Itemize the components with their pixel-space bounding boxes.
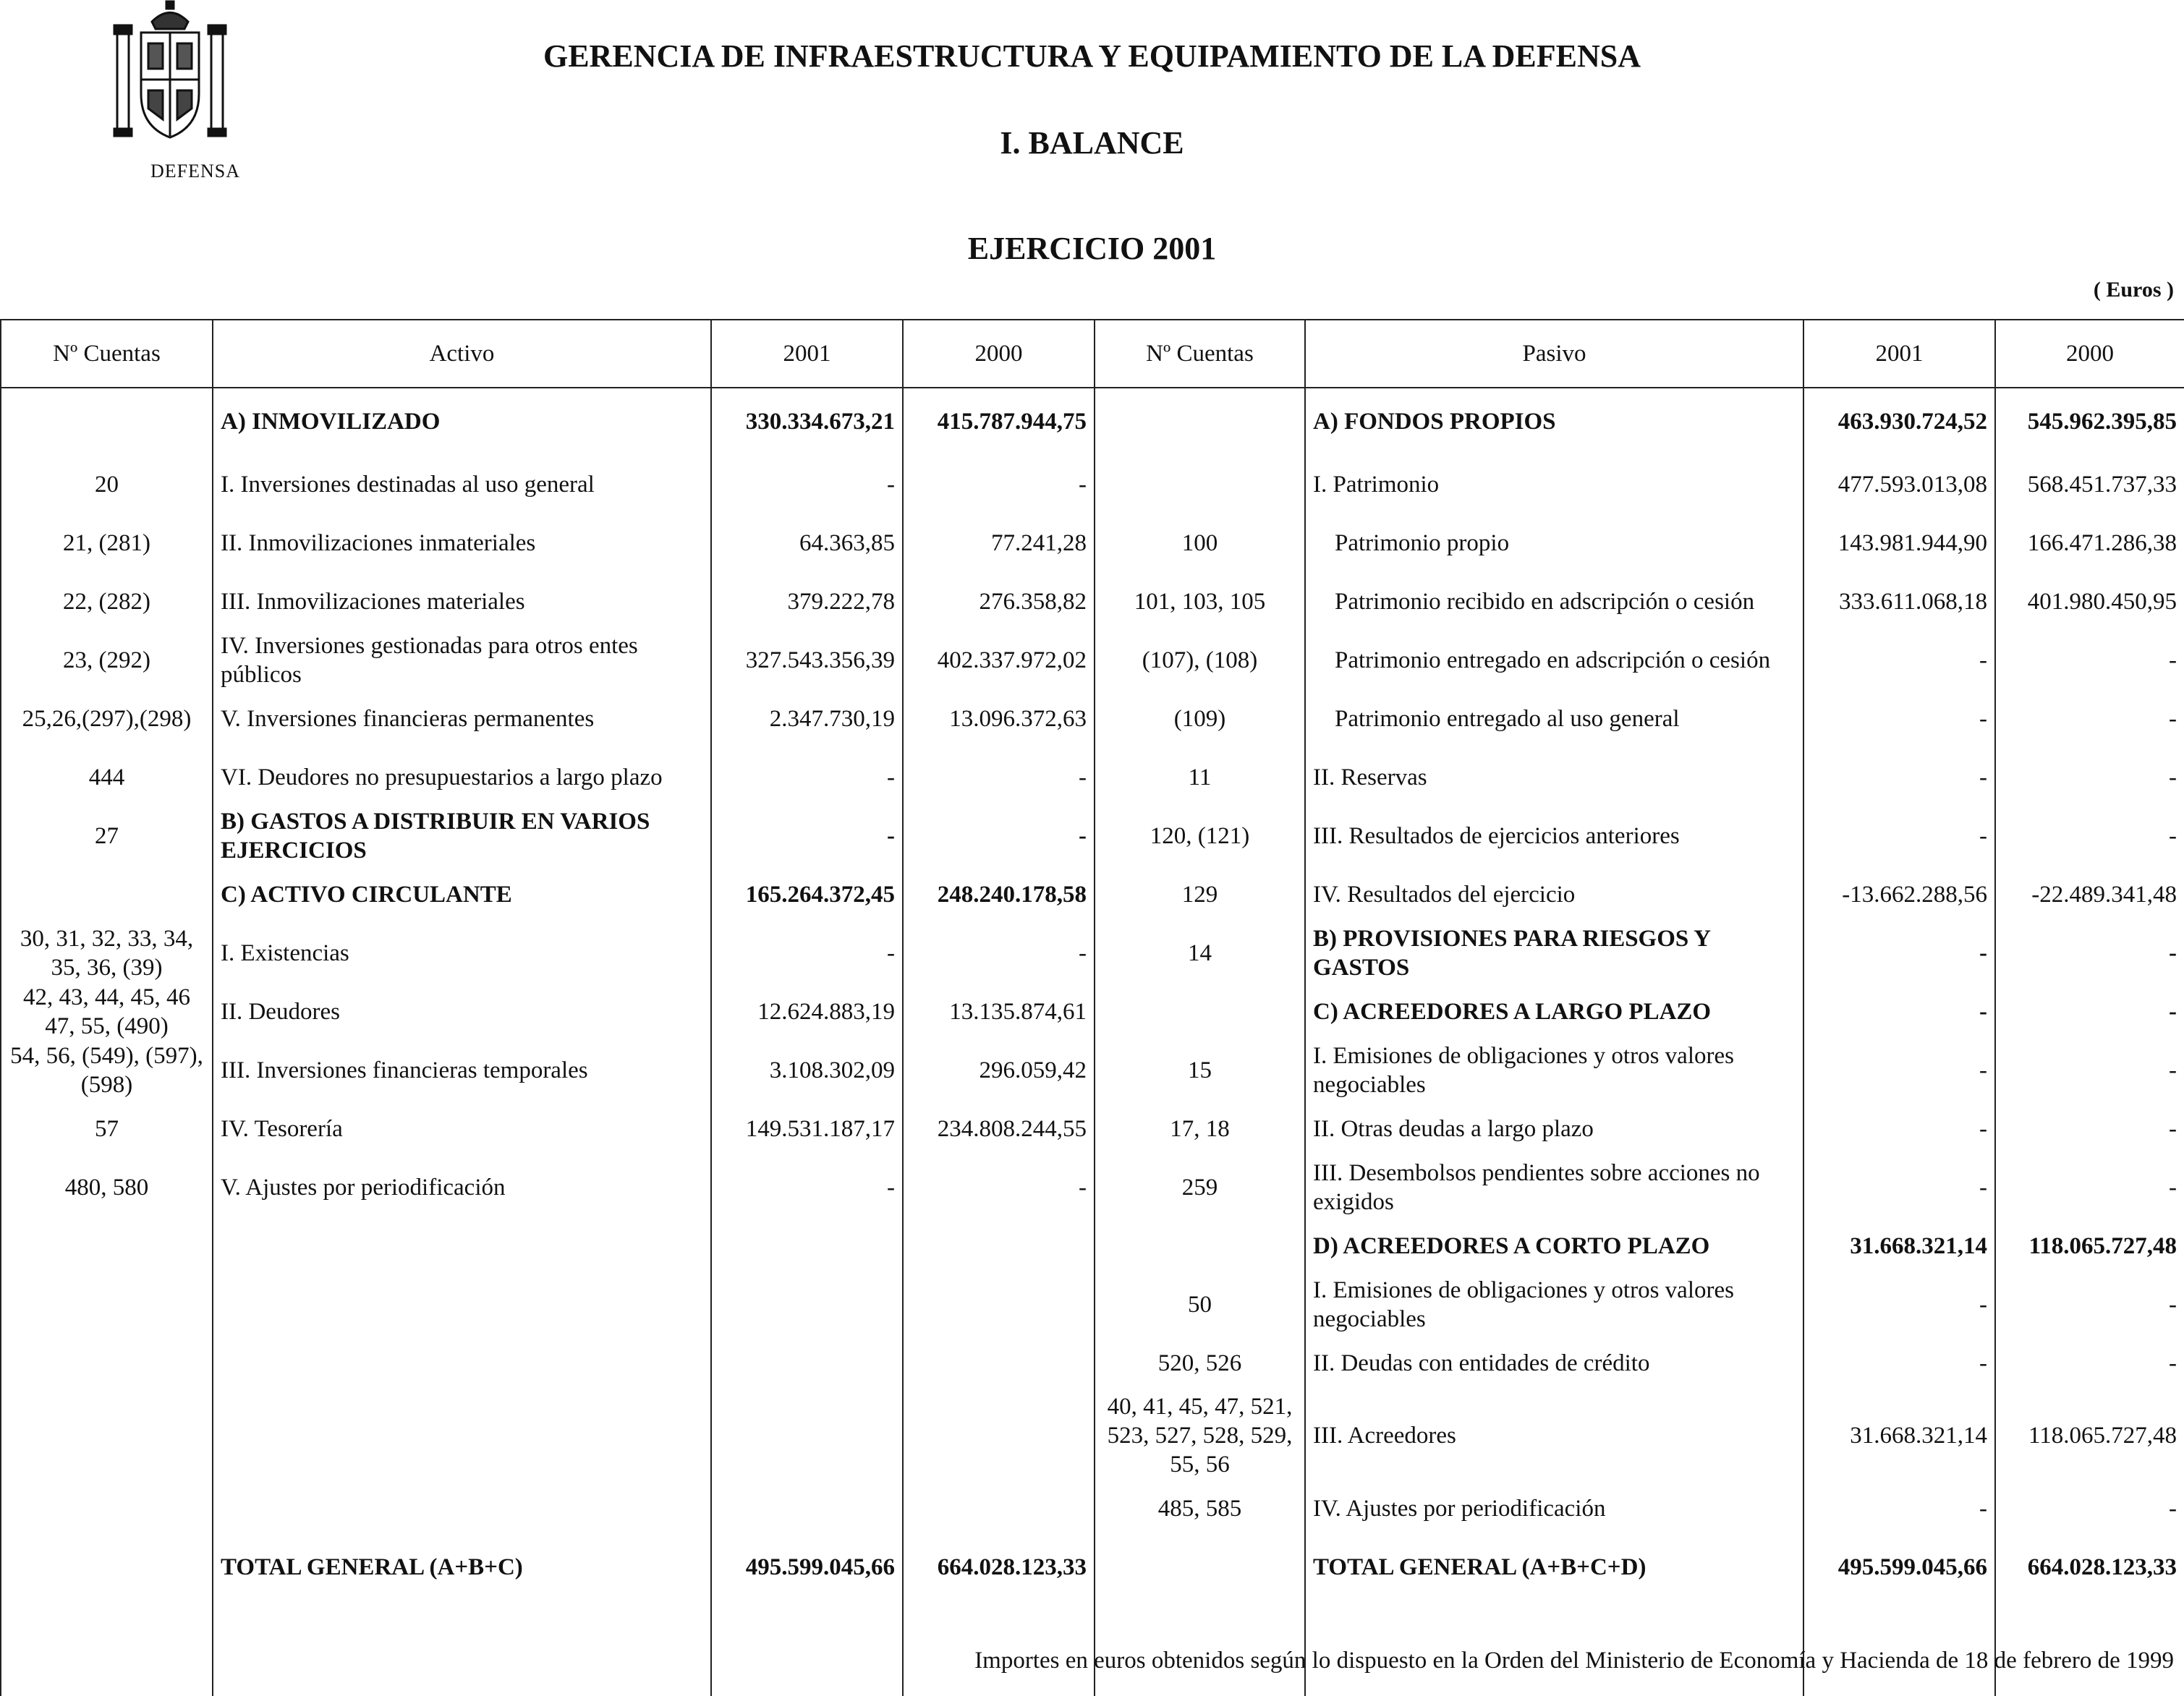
liability-description: I. Patrimonio (1305, 455, 1803, 514)
liability-2000: - (1995, 1334, 2184, 1392)
asset-description: II. Inmovilizaciones inmateriales (213, 514, 711, 572)
liability-account: 50 (1095, 1275, 1305, 1334)
header-assets-accounts: Nº Cuentas (1, 320, 213, 388)
liability-2000: 118.065.727,48 (1995, 1392, 2184, 1479)
liability-account: (107), (108) (1095, 631, 1305, 689)
liability-account: 485, 585 (1095, 1479, 1305, 1538)
liability-account: 259 (1095, 1158, 1305, 1216)
table-row (1, 1099, 2184, 1158)
asset-account: 54, 56, (549), (597), (598) (1, 1041, 213, 1099)
spacer-cell (213, 1596, 711, 1696)
asset-description: V. Inversiones financieras permanentes (213, 689, 711, 748)
asset-description: V. Ajustes por periodificación (213, 1158, 711, 1216)
spacer-cell (1095, 1596, 1305, 1696)
asset-account (1, 1216, 213, 1275)
table-row (1, 572, 2184, 631)
liability-2000: - (1995, 631, 2184, 689)
table-spacer-row (1, 1596, 2184, 1696)
asset-account: 20 (1, 455, 213, 514)
table-row (1, 924, 2184, 982)
asset-2001: 330.334.673,21 (711, 388, 903, 455)
liability-total-2000: 664.028.123,33 (1995, 1538, 2184, 1596)
asset-description (213, 1479, 711, 1538)
table-row (1, 1041, 2184, 1099)
asset-2000: 13.096.372,63 (903, 689, 1095, 748)
asset-2001: - (711, 455, 903, 514)
asset-2001 (711, 1334, 903, 1392)
liability-2000: -22.489.341,48 (1995, 865, 2184, 924)
spacer-cell (1995, 1596, 2184, 1696)
liability-account (1095, 388, 1305, 455)
liability-2000: - (1995, 748, 2184, 806)
liability-2001: 333.611.068,18 (1803, 572, 1995, 631)
asset-2000 (903, 1392, 1095, 1479)
liability-2000: 568.451.737,33 (1995, 455, 2184, 514)
liability-2000: - (1995, 1479, 2184, 1538)
report-title: I. BALANCE (1000, 125, 1184, 161)
asset-2001: - (711, 1158, 903, 1216)
asset-2000 (903, 1216, 1095, 1275)
header-assets: Activo (213, 320, 711, 388)
liability-2000: 118.065.727,48 (1995, 1216, 2184, 1275)
asset-description: B) GASTOS A DISTRIBUIR EN VARIOS EJERCICIOS (213, 806, 711, 865)
liability-description: III. Desembolsos pendientes sobre acciones no exigidos (1305, 1158, 1803, 1216)
asset-account: 27 (1, 806, 213, 865)
liability-2001: 143.981.944,90 (1803, 514, 1995, 572)
asset-2000: 234.808.244,55 (903, 1099, 1095, 1158)
liability-2000: - (1995, 924, 2184, 982)
liability-2001: - (1803, 1041, 1995, 1099)
liability-2001: - (1803, 748, 1995, 806)
liability-description: D) ACREEDORES A CORTO PLAZO (1305, 1216, 1803, 1275)
asset-description: IV. Inversiones gestionadas para otros entes públicos (213, 631, 711, 689)
organization-title: GERENCIA DE INFRAESTRUCTURA Y EQUIPAMIENTO DE LA DEFENSA (543, 38, 1641, 74)
asset-description: C) ACTIVO CIRCULANTE (213, 865, 711, 924)
liability-description: C) ACREEDORES A LARGO PLAZO (1305, 982, 1803, 1041)
asset-2000: 415.787.944,75 (903, 388, 1095, 455)
asset-description: A) INMOVILIZADO (213, 388, 711, 455)
asset-2000 (903, 1275, 1095, 1334)
liability-account: 129 (1095, 865, 1305, 924)
liability-description: II. Otras deudas a largo plazo (1305, 1099, 1803, 1158)
liability-2001: - (1803, 631, 1995, 689)
asset-2000: - (903, 455, 1095, 514)
asset-description: III. Inversiones financieras temporales (213, 1041, 711, 1099)
table-row (1, 514, 2184, 572)
asset-2000: 296.059,42 (903, 1041, 1095, 1099)
asset-account: 25,26,(297),(298) (1, 689, 213, 748)
liability-account (1095, 455, 1305, 514)
table-row (1, 748, 2184, 806)
asset-account: 42, 43, 44, 45, 46 47, 55, (490) (1, 982, 213, 1041)
liability-description: B) PROVISIONES PARA RIESGOS Y GASTOS (1305, 924, 1803, 982)
asset-account (1, 1275, 213, 1334)
asset-2001 (711, 1275, 903, 1334)
asset-total-2000: 664.028.123,33 (903, 1538, 1095, 1596)
liability-account: 14 (1095, 924, 1305, 982)
liability-description: I. Emisiones de obligaciones y otros valores negociables (1305, 1041, 1803, 1099)
asset-account (1, 1334, 213, 1392)
asset-2001: 3.108.302,09 (711, 1041, 903, 1099)
liability-2000: - (1995, 1275, 2184, 1334)
asset-2000: 402.337.972,02 (903, 631, 1095, 689)
header-assets-2000: 2000 (903, 320, 1095, 388)
logo-label: DEFENSA (150, 161, 241, 182)
liability-2001: -13.662.288,56 (1803, 865, 1995, 924)
liability-account: 101, 103, 105 (1095, 572, 1305, 631)
asset-account: 22, (282) (1, 572, 213, 631)
table-row (1, 388, 2184, 455)
asset-account: 57 (1, 1099, 213, 1158)
liability-2000: - (1995, 1041, 2184, 1099)
asset-account (1, 1538, 213, 1596)
liability-description: IV. Resultados del ejercicio (1305, 865, 1803, 924)
liability-2001: - (1803, 806, 1995, 865)
liability-account: 520, 526 (1095, 1334, 1305, 1392)
asset-account: 30, 31, 32, 33, 34, 35, 36, (39) (1, 924, 213, 982)
asset-2000: - (903, 806, 1095, 865)
liability-2001: 477.593.013,08 (1803, 455, 1995, 514)
asset-2001: 12.624.883,19 (711, 982, 903, 1041)
liability-2000: - (1995, 1158, 2184, 1216)
asset-2000: 13.135.874,61 (903, 982, 1095, 1041)
liability-2001: 463.930.724,52 (1803, 388, 1995, 455)
liability-2001: - (1803, 1158, 1995, 1216)
asset-2001: 165.264.372,45 (711, 865, 903, 924)
liability-description: Patrimonio propio (1305, 514, 1803, 572)
asset-2001: 149.531.187,17 (711, 1099, 903, 1158)
asset-2001 (711, 1479, 903, 1538)
header-liabilities: Pasivo (1305, 320, 1803, 388)
asset-2001: - (711, 748, 903, 806)
asset-account (1, 865, 213, 924)
liability-description: IV. Ajustes por periodificación (1305, 1479, 1803, 1538)
liability-2001: - (1803, 982, 1995, 1041)
spacer-cell (1803, 1596, 1995, 1696)
table-row (1, 689, 2184, 748)
asset-2000 (903, 1479, 1095, 1538)
asset-description (213, 1275, 711, 1334)
asset-total-2001: 495.599.045,66 (711, 1538, 903, 1596)
table-row (1, 982, 2184, 1041)
liability-2000: 166.471.286,38 (1995, 514, 2184, 572)
balance-table (0, 319, 2184, 1696)
liability-2001: - (1803, 1334, 1995, 1392)
asset-2000: 77.241,28 (903, 514, 1095, 572)
liability-account: 11 (1095, 748, 1305, 806)
liability-description: III. Acreedores (1305, 1392, 1803, 1479)
liability-2000: 401.980.450,95 (1995, 572, 2184, 631)
liability-description: I. Emisiones de obligaciones y otros valores negociables (1305, 1275, 1803, 1334)
table-row (1, 631, 2184, 689)
asset-account: 444 (1, 748, 213, 806)
table-row (1, 1216, 2184, 1275)
asset-description: I. Inversiones destinadas al uso general (213, 455, 711, 514)
table-row (1, 1334, 2184, 1392)
asset-2001: 379.222,78 (711, 572, 903, 631)
currency-units: ( Euros ) (2093, 278, 2174, 302)
table-header-row (1, 320, 2184, 388)
asset-account: 23, (292) (1, 631, 213, 689)
asset-2001: 64.363,85 (711, 514, 903, 572)
liability-2001: - (1803, 1275, 1995, 1334)
asset-2001 (711, 1216, 903, 1275)
asset-2000: 248.240.178,58 (903, 865, 1095, 924)
liability-2000: 545.962.395,85 (1995, 388, 2184, 455)
spacer-cell (1305, 1596, 1803, 1696)
table-row (1, 1392, 2184, 1479)
asset-2000: - (903, 748, 1095, 806)
spacer-cell (1, 1596, 213, 1696)
header-liabilities-accounts: Nº Cuentas (1095, 320, 1305, 388)
liability-account (1095, 982, 1305, 1041)
liability-2001: - (1803, 1479, 1995, 1538)
liability-account: 17, 18 (1095, 1099, 1305, 1158)
liability-2000: - (1995, 689, 2184, 748)
asset-description: III. Inmovilizaciones materiales (213, 572, 711, 631)
liability-description: Patrimonio entregado en adscripción o cesión (1305, 631, 1803, 689)
liability-account (1095, 1538, 1305, 1596)
asset-description: VI. Deudores no presupuestarios a largo plazo (213, 748, 711, 806)
totals-row (1, 1538, 2184, 1596)
liability-2001: - (1803, 1099, 1995, 1158)
liability-account: 120, (121) (1095, 806, 1305, 865)
liability-account: 15 (1095, 1041, 1305, 1099)
liability-2000: - (1995, 806, 2184, 865)
asset-2001: 2.347.730,19 (711, 689, 903, 748)
asset-account (1, 1479, 213, 1538)
liability-2001: 31.668.321,14 (1803, 1392, 1995, 1479)
asset-2000 (903, 1334, 1095, 1392)
liability-2000: - (1995, 1099, 2184, 1158)
liability-description: II. Deudas con entidades de crédito (1305, 1334, 1803, 1392)
liability-2000: - (1995, 982, 2184, 1041)
liability-account: 100 (1095, 514, 1305, 572)
asset-2000: - (903, 1158, 1095, 1216)
header-liabilities-2000: 2000 (1995, 320, 2184, 388)
asset-2000: - (903, 924, 1095, 982)
footnote: Importes en euros obtenidos según lo dispuesto en la Orden del Ministerio de Economía y Hacienda de 18 de febrero de 1999 (974, 1648, 2174, 1674)
asset-account (1, 388, 213, 455)
liability-total-label: TOTAL GENERAL (A+B+C+D) (1305, 1538, 1803, 1596)
asset-description: II. Deudores (213, 982, 711, 1041)
asset-description (213, 1392, 711, 1479)
header-assets-2001: 2001 (711, 320, 903, 388)
asset-description: I. Existencias (213, 924, 711, 982)
liability-description: III. Resultados de ejercicios anteriores (1305, 806, 1803, 865)
table-row (1, 1479, 2184, 1538)
asset-2001: - (711, 924, 903, 982)
table-row (1, 455, 2184, 514)
table-row (1, 1158, 2184, 1216)
liability-description: Patrimonio entregado al uso general (1305, 689, 1803, 748)
asset-account: 21, (281) (1, 514, 213, 572)
liability-2001: - (1803, 689, 1995, 748)
liability-account (1095, 1216, 1305, 1275)
header-liabilities-2001: 2001 (1803, 320, 1995, 388)
spacer-cell (711, 1596, 903, 1696)
table-row (1, 806, 2184, 865)
asset-description (213, 1334, 711, 1392)
liability-account: (109) (1095, 689, 1305, 748)
exercise-title: EJERCICIO 2001 (967, 231, 1217, 266)
asset-2001: - (711, 806, 903, 865)
asset-2001 (711, 1392, 903, 1479)
liability-account: 40, 41, 45, 47, 521, 523, 527, 528, 529, 55, 56 (1095, 1392, 1305, 1479)
asset-2000: 276.358,82 (903, 572, 1095, 631)
table-row (1, 1275, 2184, 1334)
asset-description (213, 1216, 711, 1275)
asset-total-label: TOTAL GENERAL (A+B+C) (213, 1538, 711, 1596)
asset-account (1, 1392, 213, 1479)
asset-account: 480, 580 (1, 1158, 213, 1216)
asset-description: IV. Tesorería (213, 1099, 711, 1158)
liability-description: Patrimonio recibido en adscripción o cesión (1305, 572, 1803, 631)
liability-2001: - (1803, 924, 1995, 982)
liability-2001: 31.668.321,14 (1803, 1216, 1995, 1275)
liability-total-2001: 495.599.045,66 (1803, 1538, 1995, 1596)
liability-description: II. Reservas (1305, 748, 1803, 806)
asset-2001: 327.543.356,39 (711, 631, 903, 689)
spacer-cell (903, 1596, 1095, 1696)
liability-description: A) FONDOS PROPIOS (1305, 388, 1803, 455)
table-row (1, 865, 2184, 924)
